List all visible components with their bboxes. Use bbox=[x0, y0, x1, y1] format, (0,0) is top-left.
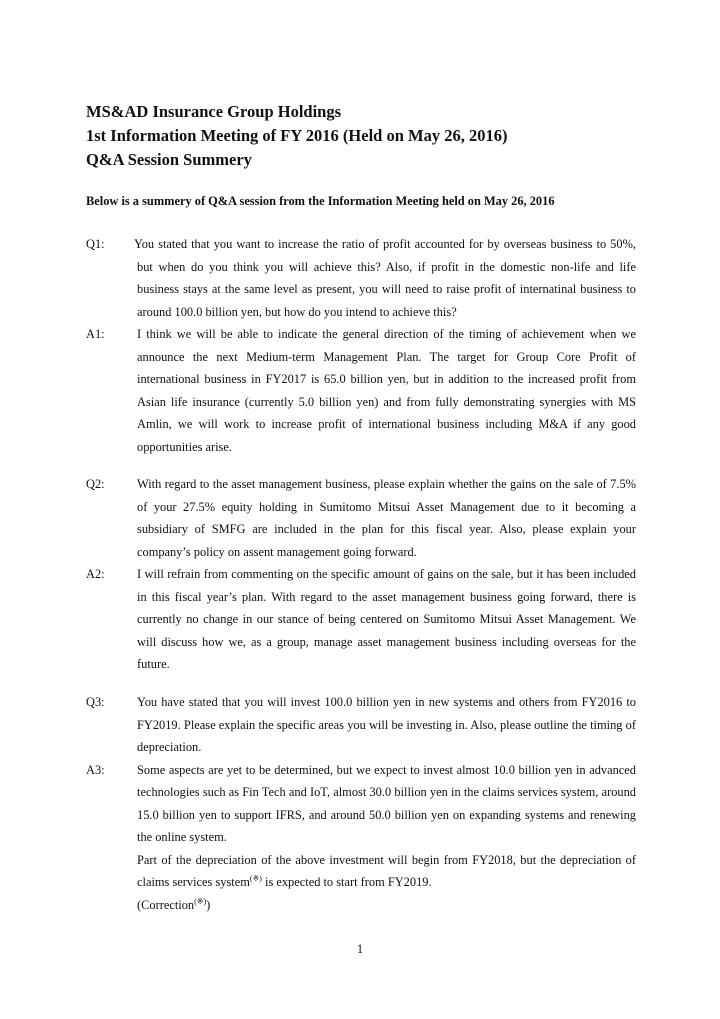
question-label: Q1: bbox=[86, 237, 105, 251]
question-1 bbox=[86, 233, 636, 323]
page-number: 1 bbox=[356, 942, 364, 956]
answer-text: I think we will be able to indicate the general direction of the timing of achievement when we announce the next Medium-term Management Plan. The target for Group Core Profit of international business in FY2017 is 65.0 billion yen, but in addition to the increased profit from Asian life insurance (currently 5.0 billion yen) and from fully demonstrating synergies with MS Amlin, we will work to increase profit of international business including M&A if any good opportunities arise. bbox=[137, 327, 636, 454]
answer-2 bbox=[86, 563, 636, 676]
depreciation-text-start: Part of the depreciation of the above investment will begin from FY2018, but the depreciation of claims services system bbox=[137, 852, 636, 889]
correction-label: (Correction bbox=[137, 897, 195, 912]
depreciation-paragraph bbox=[137, 849, 636, 894]
question-text: You stated that you want to increase the ratio of profit accounted for by overseas business to 50%, but when do you think you will achieve this? Also, if profit in the domestic non-life and life business stays at the same level as present, you will need to raise profit of internatinal business to around 100.0 billion yen, but how do you intend to achieve this? bbox=[134, 237, 636, 319]
depreciation-text-end: is expected to start from FY2019. bbox=[261, 875, 432, 889]
correction-note bbox=[137, 894, 636, 917]
answer-label: A1: bbox=[86, 327, 105, 341]
intro-paragraph: Below is a summery of Q&A session from the Information Meeting held on May 26, 2016 bbox=[86, 194, 555, 208]
answer-3 bbox=[86, 759, 636, 849]
meeting-title: 1st Information Meeting of FY 2016 (Held on May 26, 2016) bbox=[86, 126, 508, 145]
question-2 bbox=[86, 473, 636, 563]
question-label: Q2: bbox=[86, 477, 105, 491]
correction-close: ) bbox=[206, 897, 211, 912]
answer-text: Some aspects are yet to be determined, but we expect to invest almost 10.0 billion yen in advanced technologies such as Fin Tech and IoT, almost 30.0 billion yen in the claims services system, around 15.0 billion yen to support IFRS, and around 50.0 billion yen on expanding systems and renewing the online system. bbox=[137, 762, 636, 844]
question-label: Q3: bbox=[86, 695, 105, 709]
question-text: You have stated that you will invest 100.0 billion yen in new systems and others from FY2016 to FY2019. Please explain the specific areas you will be investing in. Also, please outline the timing of depreciation. bbox=[137, 695, 636, 754]
footnote-marker: (※) bbox=[194, 896, 207, 906]
document-subtitle: Q&A Session Summery bbox=[86, 150, 252, 169]
document-title-block bbox=[86, 100, 646, 172]
answer-text: I will refrain from commenting on the specific amount of gains on the sale, but it has been included in this fiscal year’s plan. With regard to the asset management business going forward, there is currently no change in our stance of being centered on Sumitomo Mitsui Asset Management. We will discuss how we, as a group, manage asset management business including overseas for the future. bbox=[137, 567, 636, 671]
qa-item-1 bbox=[86, 233, 636, 458]
question-text: With regard to the asset management business, please explain whether the gains on the sale of 7.5% of your 27.5% equity holding in Sumitomo Mitsui Asset Management due to it becoming a subsidiary of SMFG are included in the plan for this fiscal year. Also, please explain your company’s policy on assent management going forward. bbox=[137, 477, 636, 559]
answer-1 bbox=[86, 323, 636, 458]
qa-item-3 bbox=[86, 691, 636, 916]
qa-item-2 bbox=[86, 473, 636, 676]
answer-label: A3: bbox=[86, 762, 105, 777]
question-3 bbox=[86, 691, 636, 759]
footnote-marker: (※) bbox=[249, 874, 262, 883]
company-name: MS&AD Insurance Group Holdings bbox=[86, 102, 342, 121]
answer-label: A2: bbox=[86, 567, 105, 581]
